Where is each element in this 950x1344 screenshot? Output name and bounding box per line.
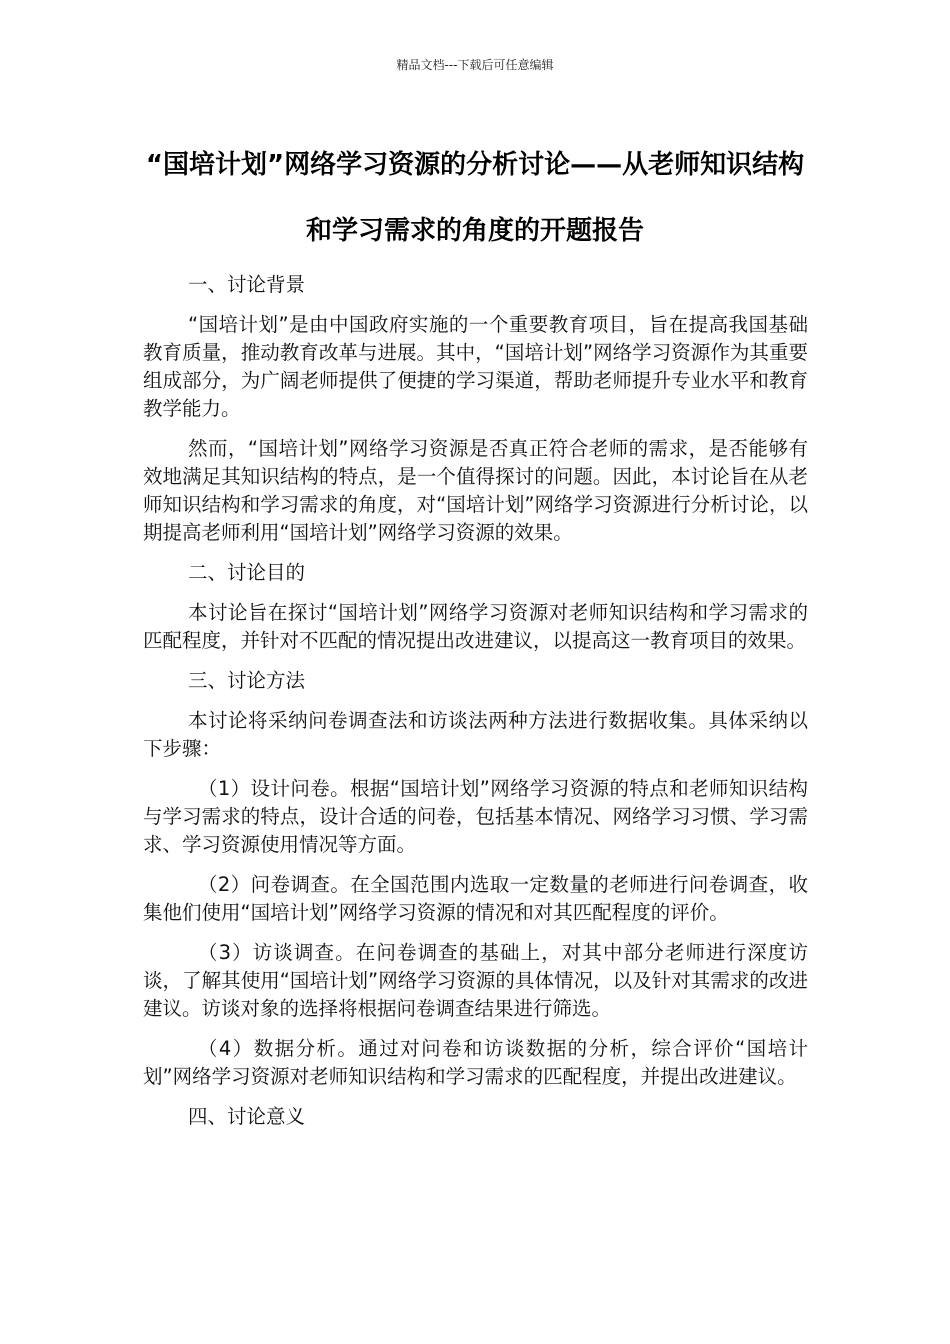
paragraph: 本讨论旨在探讨“国培计划”网络学习资源对老师知识结构和学习需求的匹配程度，并针对不匹配的情况提出改进建议，以提高这一教育项目的效果。 xyxy=(143,601,808,652)
method-step: （4）数据分析。通过对问卷和访谈数据的分析，综合评价“国培计划”网络学习资源对老师知识结构和学习需求的匹配程度，并提出改进建议。 xyxy=(143,1037,808,1088)
method-step: （3）访谈调查。在问卷调查的基础上，对其中部分老师进行深度访谈，了解其使用“国培计划”网络学习资源的具体情况，以及针对其需求的改进建议。访谈对象的选择将根据问卷调查结果进行筛选。 xyxy=(143,941,808,1020)
method-step: （1）设计问卷。根据“国培计划”网络学习资源的特点和老师知识结构与学习需求的特点，设计合适的问卷，包括基本情况、网络学习习惯、学习需求、学习资源使用情况等方面。 xyxy=(143,777,808,856)
section-heading-purpose: 二、讨论目的 xyxy=(188,561,306,584)
header-note: 精品文档---下载后可任意编辑 xyxy=(396,58,554,72)
section-heading-method: 三、讨论方法 xyxy=(188,669,306,692)
method-step: （2）问卷调查。在全国范围内选取一定数量的老师进行问卷调查，收集他们使用“国培计划”网络学习资源的情况和对其匹配程度的评价。 xyxy=(143,873,808,924)
paragraph: 本讨论将采纳问卷调查法和访谈法两种方法进行数据收集。具体采纳以下步骤： xyxy=(143,709,808,760)
section-heading-background: 一、讨论背景 xyxy=(188,273,306,296)
paragraph: 然而，“国培计划”网络学习资源是否真正符合老师的需求，是否能够有效地满足其知识结构的特点，是一个值得探讨的问题。因此，本讨论旨在从老师知识结构和学习需求的角度，对“国培计划”网络学习资源进行分析讨论，以期提高老师利用“国培计划”网络学习资源的效果。 xyxy=(143,437,808,544)
document-body xyxy=(143,271,808,1143)
section-heading-significance: 四、讨论意义 xyxy=(188,1105,306,1128)
paragraph: “国培计划”是由中国政府实施的一个重要教育项目，旨在提高我国基础教育质量，推动教育改革与进展。其中，“国培计划”网络学习资源作为其重要组成部分，为广阔老师提供了便捷的学习渠道，帮助老师提升专业水平和教育教学能力。 xyxy=(143,313,808,420)
document-title: “国培计划”网络学习资源的分析讨论——从老师知识结构和学习需求的角度的开题报告 xyxy=(145,150,805,246)
